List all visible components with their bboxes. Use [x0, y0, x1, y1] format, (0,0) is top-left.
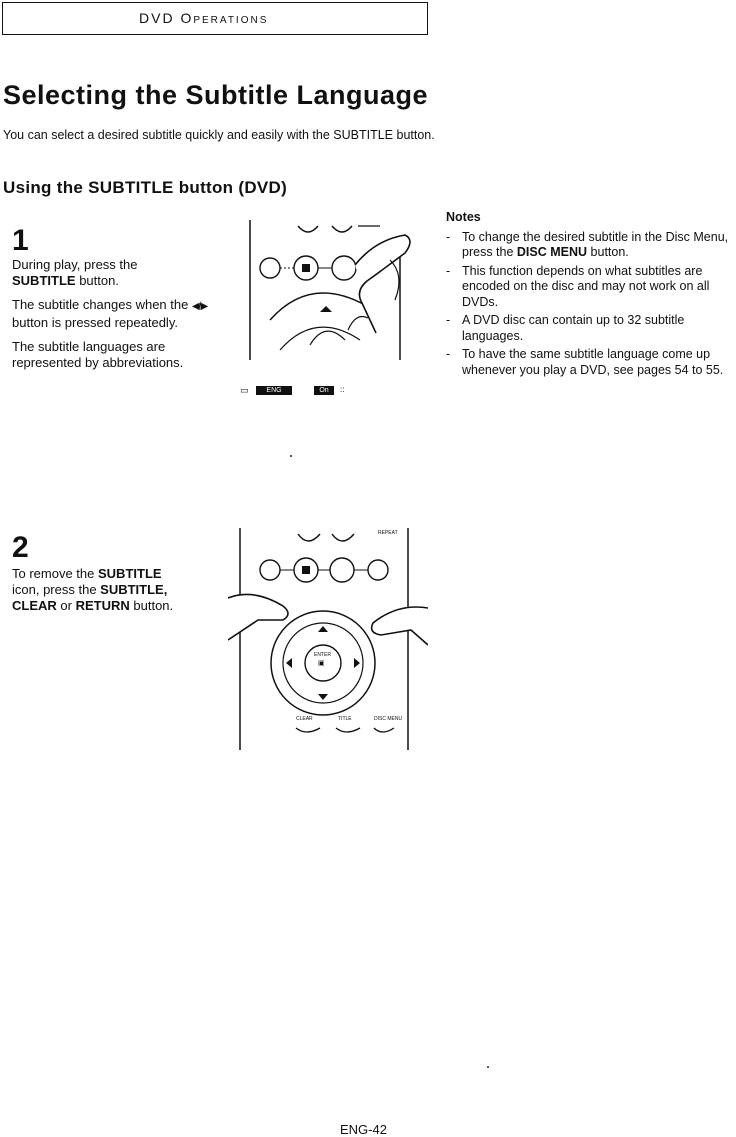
subtitle-icon: ▭ — [240, 385, 249, 395]
step-1-number: 1 — [12, 224, 29, 257]
step-2-pre: To remove the — [12, 566, 95, 581]
step-2-number: 2 — [12, 531, 29, 564]
step-2-clear-bold: CLEAR — [12, 598, 57, 613]
step-2-subtitle-bold-2: SUBTITLE, — [100, 582, 168, 597]
disc-menu-button-label: DISC MENU — [374, 716, 403, 722]
notes-panel — [446, 210, 736, 381]
clear-button-label: CLEAR — [296, 716, 313, 722]
title-menu-button-label: TITLE — [338, 716, 352, 722]
step-2-text — [12, 566, 217, 614]
stray-dot — [290, 455, 292, 457]
page-title: Selecting the Subtitle Language — [3, 80, 429, 110]
step-1-instruction — [12, 257, 217, 289]
remote-illustration-step-1 — [240, 220, 430, 360]
left-right-arrow-icon: ◀/▶ — [191, 301, 208, 312]
note-item: - This function depends on what subtitles are encoded on the disc and may not work on all DVDs. — [446, 264, 736, 311]
step-1-line2-pre: The subtitle changes when the — [12, 297, 189, 312]
stray-dot — [487, 1066, 489, 1068]
step-2-mid2: or — [60, 598, 72, 613]
note-item: - To have the same subtitle language come up whenever you play a DVD, see pages 54 to 55. — [446, 347, 736, 378]
step-2-mid1: icon, press the — [12, 582, 97, 597]
note-1-post: button. — [590, 245, 629, 259]
section-header-label: DVD Operations — [139, 10, 269, 26]
step-1-line2-post: button is pressed repeatedly. — [12, 315, 178, 330]
step-1-line1-post: button. — [79, 273, 119, 288]
osd-language-badge: ENG — [256, 386, 292, 395]
section-header-box — [2, 2, 428, 35]
step-2-post: button. — [133, 598, 174, 613]
intro-text: You can select a desired subtitle quickly and easily with the SUBTITLE button. — [3, 128, 435, 142]
note-item: - A DVD disc can contain up to 32 subtitle languages. — [446, 313, 736, 344]
step-1-line1-pre: During play, press the — [12, 257, 138, 272]
section-subheading: Using the SUBTITLE button (DVD) — [3, 178, 288, 197]
repeat-button-label: REPEAT — [378, 530, 398, 536]
page-number: ENG-42 — [340, 1122, 387, 1137]
step-1-change-note — [12, 297, 217, 331]
remote-illustration-step-2 — [228, 528, 428, 750]
note-1-bold: DISC MENU — [516, 245, 588, 259]
notes-title: Notes — [446, 210, 481, 224]
note-1-pre: To change the desired subtitle in the Disc Menu, press the — [462, 229, 729, 259]
step-1-subtitle-keyword: SUBTITLE — [12, 273, 76, 288]
enter-button-label: ENTER — [314, 652, 331, 658]
osd-toggle-badge: On — [314, 386, 334, 395]
subtitle-osd-bar — [240, 385, 380, 397]
step-2-return-bold: RETURN — [75, 598, 130, 613]
step-2-subtitle-bold: SUBTITLE — [98, 566, 162, 581]
note-item — [446, 230, 736, 261]
enter-icon: ▣ — [318, 660, 325, 667]
step-1-abbrev-note: The subtitle languages are represented by abbreviations. — [12, 339, 184, 370]
notes-list — [446, 230, 736, 379]
step-1-text — [12, 257, 217, 379]
osd-arrows-icon: :: — [340, 385, 345, 394]
